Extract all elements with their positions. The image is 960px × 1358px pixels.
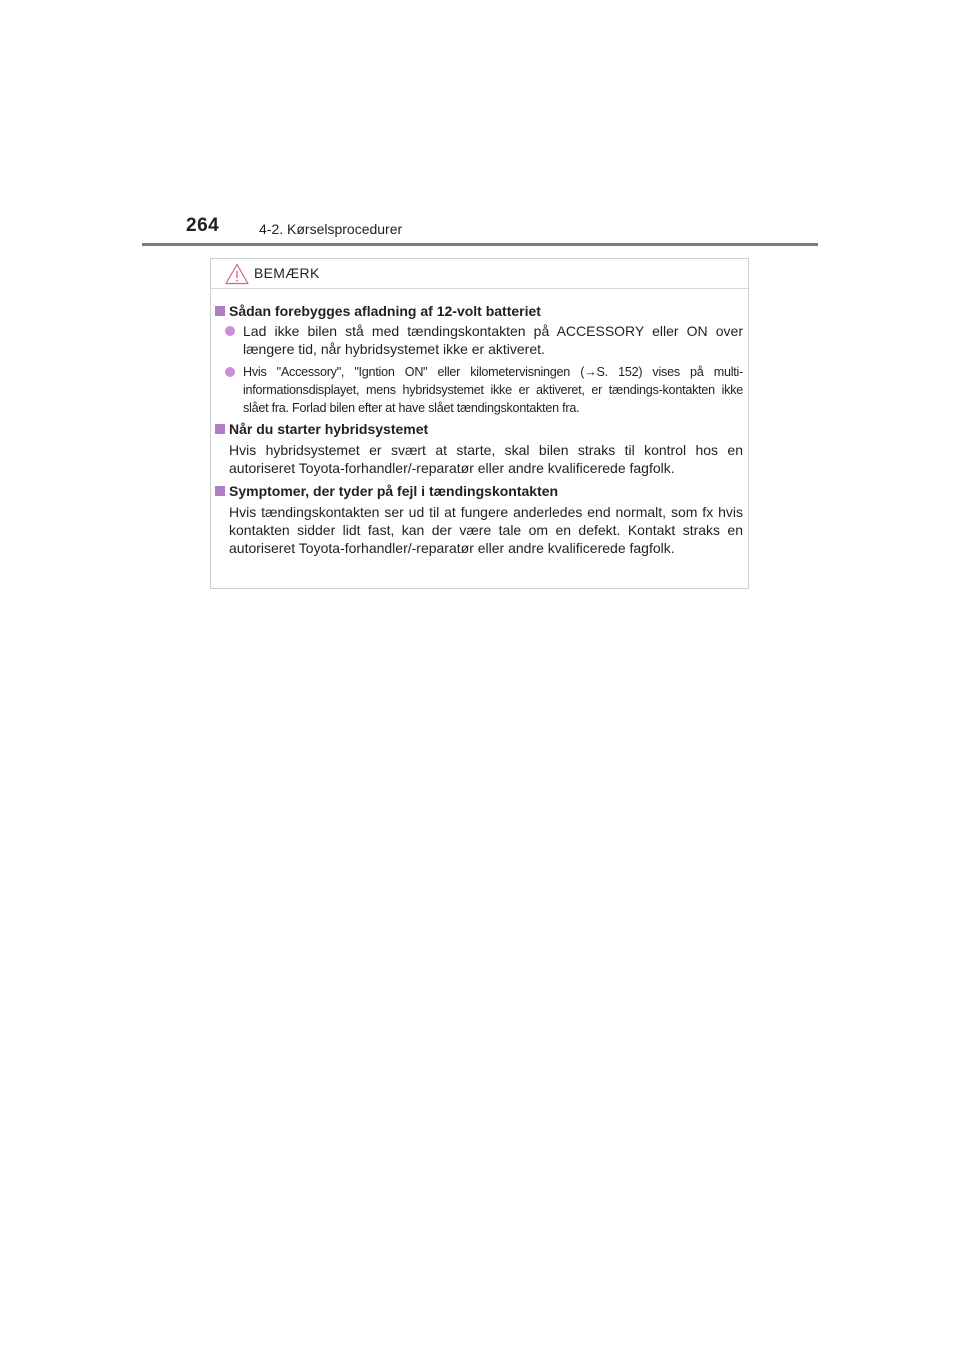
header-rule	[142, 243, 818, 246]
page-number: 264	[186, 215, 220, 236]
section-text: Hvis tændingskontakten ser ud til at fungere anderledes end normalt, som fx hvis kontakten sidder lidt fast, kan der være tale om en defekt. Kontakt straks en autoriseret Toyota-forhandler/-reparatør eller andre kvalificerede fagfolk.	[229, 504, 743, 556]
section-heading: Når du starter hybridsystemet	[215, 420, 428, 438]
section-heading: Sådan forebygges afladning af 12-volt batteriet	[215, 302, 541, 320]
square-bullet-icon	[215, 486, 225, 496]
bullet-text: Lad ikke bilen stå med tændingskontakten på ACCESSORY eller ON over længere tid, når hybridsystemet ikke er aktiveret.	[243, 323, 743, 357]
note-header	[211, 259, 748, 289]
square-bullet-icon	[215, 424, 225, 434]
section-heading: Symptomer, der tyder på fejl i tændingskontakten	[215, 482, 558, 500]
round-bullet-icon	[225, 326, 235, 336]
bullet-text: Hvis "Accessory", "Igntion ON" eller kilometervisningen (→S. 152) vises på multi-informationsdisplayet, mens hybridsystemet ikke er aktiveret, er tændings-kontakten ikke slået fra. Forlad bilen efter at have slået tændingskontakten fra.	[243, 365, 743, 415]
note-label: BEMÆRK	[254, 265, 320, 281]
round-bullet-icon	[225, 367, 235, 377]
warning-icon	[225, 263, 249, 285]
square-bullet-icon	[215, 306, 225, 316]
section-title: 4-2. Kørselsprocedurer	[259, 221, 403, 237]
section-text: Hvis hybridsystemet er svært at starte, skal bilen straks til kontrol hos en autoriseret Toyota-forhandler/-reparatør eller andre kvalificerede fagfolk.	[229, 442, 743, 476]
note-box	[210, 258, 749, 589]
